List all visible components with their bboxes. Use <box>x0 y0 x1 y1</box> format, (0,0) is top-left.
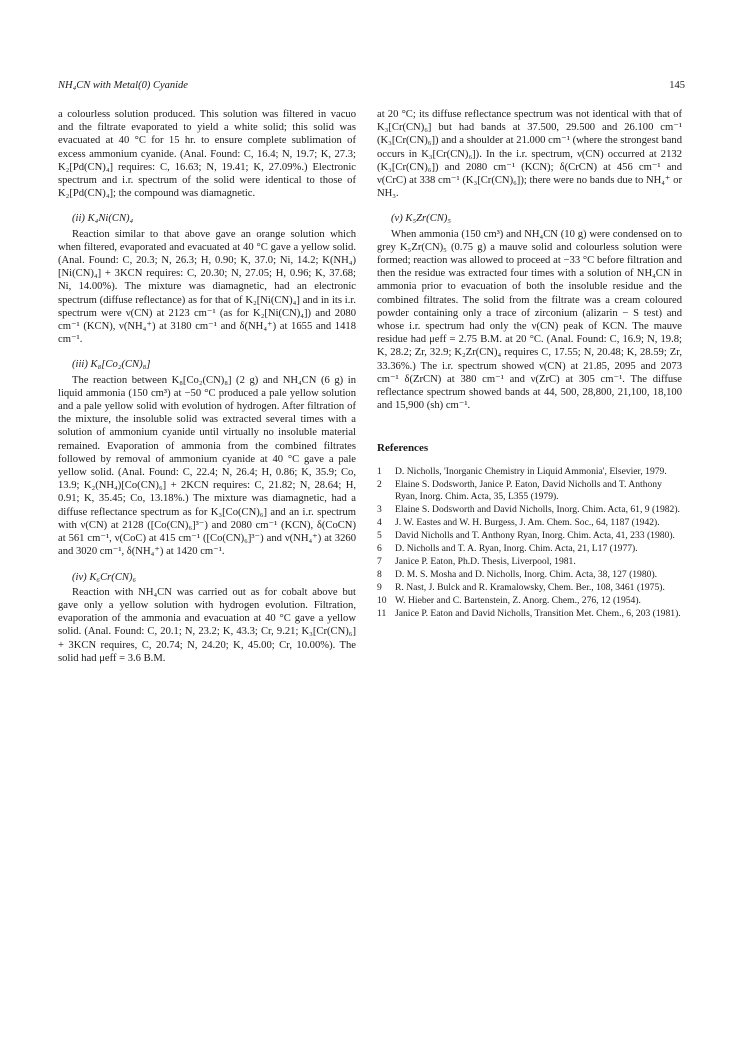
reference-text: R. Nast, J. Bulck and R. Kramalowsky, Chem. Ber., 108, 3461 (1975). <box>395 581 665 593</box>
paragraph-chromium-continued: at 20 °C; its diffuse reflectance spectrum was not identical with that of K₃[Cr(CN)₆] but had bands at 37.500, 29.500 and 26.100 cm⁻¹ (K₃[Cr(CN)₆]) and a shoulder at 21.000 cm⁻¹ (where the strongest band occurs in K₃[Cr(CN)₆]). In the i.r. spectrum, ν(CN) occurred at 2132 (K₃[Cr(CN)₆]) and 2080 cm⁻¹ (KCN); δ(CrCN) at 456 cm⁻¹ and ν(CrC) at 338 cm⁻¹ (K₃[Cr(CN)₆]); there were no bands due to NH₄⁺ or NH₃. <box>377 109 682 200</box>
reference-number: 4 <box>377 516 382 528</box>
reference-text: D. Nicholls and T. A. Ryan, Inorg. Chim. Acta, 21, L17 (1977). <box>395 542 638 554</box>
reference-item <box>377 466 682 478</box>
right-column <box>377 108 682 621</box>
reference-item <box>377 517 682 529</box>
left-column <box>58 108 356 665</box>
reference-number: 5 <box>377 529 382 541</box>
reference-item <box>377 479 682 503</box>
reference-item <box>377 569 682 581</box>
paragraph-zirconium: When ammonia (150 cm³) and NH₄CN (10 g) were condensed on to grey K₅Zr(CN)₅ (0.75 g) a mauve solid and colourless solution were formed; reaction was allowed to proceed at −33 °C before filtration and then the residue was extracted four times with a solution of NH₄CN in ammonia prior to evacuation of both the insoluble residue and the combined filtrates. The solid from the filtrate was a cream coloured powder containing only a trace of zirconium (alizarin − S test) and whose i.r. spectrum had only the ν(CN) peak of KCN. The mauve residue had μeff = 2.75 B.M. at 20 °C. (Anal. Found: C, 16.9; N, 19.8; K, 28.2; Zr, 32.9; K₂Zr(CN)₄ requires C, 17.55; N, 20.48; K, 28.59; Zr, 33.36%.) The i.r. spectrum showed ν(CN) at 21.85, 2095 and 2073 cm⁻¹ δ(ZrCN) at 380 cm⁻¹ and ν(ZrC) at 305 cm⁻¹. The diffuse reflectance spectrum showed bands at 44, 500, 28,800, 21,100, 18,100 and 15,900 (sh) cm⁻¹. <box>377 228 682 412</box>
reference-text: D. M. S. Mosha and D. Nicholls, Inorg. Chim. Acta, 38, 127 (1980). <box>395 568 658 580</box>
reference-item <box>377 543 682 555</box>
paragraph-chromium: Reaction with NH₄CN was carried out as for cobalt above but gave only a yellow solution with hydrogen evolution. Filtration, evaporation of the ammonia and evacuation at 40 °C gave a yellow solid. (Anal. Found: C, 20.1; N, 23.2; K, 43.3; Cr, 9.21; K₃[Cr(CN)₆] + 3KCN requires, C, 20.74; N, 24.20; K, 45.00; Cr, 10.00%). The solid had μeff = 3.6 B.M. <box>58 586 356 664</box>
section-heading-chromium: (iv) K₆Cr(CN)₆ <box>72 571 137 583</box>
paragraph-cobalt: The reaction between K₈[Co₂(CN)₈] (2 g) and NH₄CN (6 g) in liquid ammonia (150 cm³) at −50 °C produced a pale yellow solution and a pale yellow solid with evolution of hydrogen. After filtration of the mixture, the insoluble solid was extracted several times with a solution of ammonium cyanide until virtually no insoluble material remained. Evaporation of ammonia from the combined filtrates followed by removal of ammonium cyanide at 40 °C gave a pale yellow solid. (Anal. Found: C, 22.4; N, 26.4; H, 0.86; K, 35.9; Co, 13.9; K₂(NH₄)[Co(CN)₆] + 2KCN requires: C, 21.82; N, 28.64; H, 0.91; K, 35.45; Co, 13.18%.) The mixture was diamagnetic, had a diffuse reflectance spectrum as for K₃[Co(CN)₆] and an i.r. spectrum with ν(CN) at 2128 ([Co(CN)₆]³⁻) and 2080 cm⁻¹ (KCN), δ(CoCN) at 561 cm⁻¹, ν(CoC) at 415 cm⁻¹ ([Co(CN)₆]³⁻) and ν(NH₄⁺) at 3260 and 3020 cm⁻¹, δ(NH₄⁺) at 1420 cm⁻¹. <box>58 374 356 558</box>
reference-text: J. W. Eastes and W. H. Burgess, J. Am. Chem. Soc., 64, 1187 (1942). <box>395 516 660 528</box>
reference-item <box>377 595 682 607</box>
reference-item <box>377 530 682 542</box>
reference-number: 9 <box>377 581 382 593</box>
paragraph-pd-continued: a colourless solution produced. This solution was filtered in vacuo and the filtrate evaporated to yield a white solid; this solid was evacuated at 40 °C for 15 hr. to ensure complete sublimation of excess ammonium cyanide. (Anal. Found: C, 16.4; N, 19.7; K, 27.3; K₂[Pd(CN)₄] requires: C, 16.63; N, 19.41; K, 27.09%.) Electronic spectrum and i.r. spectrum of the solid were identical to those of K₂[Pd(CN)₄]; the compound was diamagnetic. <box>58 109 356 200</box>
reference-text: Elaine S. Dodsworth, Janice P. Eaton, David Nicholls and T. Anthony Ryan, Inorg. Chim. Acta, 35, L355 (1979). <box>395 478 662 502</box>
reference-text: D. Nicholls, 'Inorganic Chemistry in Liquid Ammonia', Elsevier, 1979. <box>395 465 667 477</box>
reference-text: Elaine S. Dodsworth and David Nicholls, Inorg. Chim. Acta, 61, 9 (1982). <box>395 503 680 515</box>
reference-item <box>377 556 682 568</box>
reference-item <box>377 504 682 516</box>
reference-text: Janice P. Eaton, Ph.D. Thesis, Liverpool, 1981. <box>395 555 576 567</box>
reference-item <box>377 582 682 594</box>
reference-text: David Nicholls and T. Anthony Ryan, Inorg. Chim. Acta, 41, 233 (1980). <box>395 529 675 541</box>
section-heading-nickel: (ii) K₄Ni(CN)₄ <box>72 213 134 225</box>
section-heading-cobalt: (iii) K₈[Co₂(CN)₈] <box>72 359 151 371</box>
reference-number: 11 <box>377 607 387 619</box>
reference-text: W. Hieber and C. Bartenstein, Z. Anorg. Chem., 276, 12 (1954). <box>395 594 641 606</box>
reference-number: 10 <box>377 594 387 606</box>
reference-number: 8 <box>377 568 382 580</box>
running-title: NH₄CN with Metal(0) Cyanide <box>58 80 188 91</box>
reference-number: 7 <box>377 555 382 567</box>
reference-text: Janice P. Eaton and David Nicholls, Transition Met. Chem., 6, 203 (1981). <box>395 607 681 619</box>
references-list <box>377 466 682 620</box>
section-heading-zirconium: (v) K₅Zr(CN)₅ <box>391 213 452 225</box>
references-heading: References <box>377 442 429 455</box>
reference-number: 1 <box>377 465 382 477</box>
paragraph-nickel: Reaction similar to that above gave an orange solution which when filtered, evaporated and evacuated at 40 °C gave a yellow solid. (Anal. Found: C, 20.3; N, 26.3; H, 0.90; K, 37.0; Ni, 14.2; K(NH₄)[Ni(CN)₄] + 3KCN requires: C, 20.30; N, 27.05; H, 0.96; K, 37.68; Ni, 14.00%). The mixture was diamagnetic, had an electronic spectrum (diffuse reflectance) as for that of K₂[Ni(CN)₄] and in its i.r. spectrum were ν(CN) at 2123 cm⁻¹ (as for K₂[Ni(CN)₄]) and 2080 cm⁻¹ (KCN), ν(NH₄⁺) at 3180 cm⁻¹ and δ(NH₄⁺) at 1655 and 1418 cm⁻¹. <box>58 228 356 346</box>
reference-number: 2 <box>377 478 382 490</box>
reference-number: 6 <box>377 542 382 554</box>
page-number: 145 <box>669 80 685 91</box>
reference-number: 3 <box>377 503 382 515</box>
reference-item <box>377 608 682 620</box>
